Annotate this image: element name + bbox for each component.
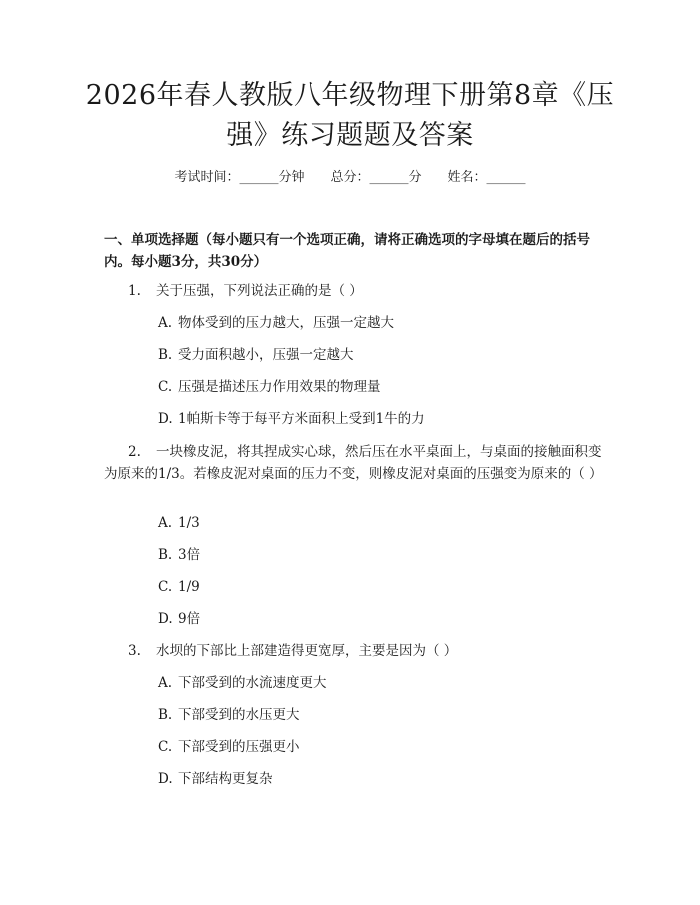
option-text: 下部受到的水流速度更大 bbox=[178, 675, 327, 691]
exam-meta bbox=[0, 169, 700, 187]
question-number: 3. bbox=[128, 643, 141, 659]
question-text: 关于压强，下列说法正确的是（ ） bbox=[156, 283, 363, 299]
question-text: 一块橡皮泥，将其捏成实心球，然后压在水平桌面上，与桌面的接触面积变为原来的1/3。若橡皮泥对桌面的压力不变，则橡皮泥对桌面的压强变为原来的（ ） bbox=[104, 444, 603, 482]
option-letter: A. bbox=[158, 675, 173, 691]
option-1c bbox=[158, 377, 381, 397]
question-number: 1. bbox=[128, 283, 141, 299]
option-text: 1帕斯卡等于每平方米面积上受到1牛的力 bbox=[178, 411, 425, 427]
option-1b bbox=[158, 345, 354, 365]
question-1 bbox=[104, 281, 602, 301]
exam-name: 姓名：______ bbox=[447, 170, 526, 185]
option-letter: D. bbox=[158, 771, 173, 787]
option-letter: B. bbox=[158, 347, 173, 363]
option-3c bbox=[158, 737, 300, 757]
option-text: 1/9 bbox=[178, 579, 200, 595]
option-1a bbox=[158, 313, 394, 333]
option-text: 受力面积越小，压强一定越大 bbox=[178, 347, 354, 363]
option-3b bbox=[158, 705, 300, 725]
option-letter: C. bbox=[158, 379, 173, 395]
option-text: 压强是描述压力作用效果的物理量 bbox=[178, 379, 381, 395]
option-letter: D. bbox=[158, 411, 173, 427]
option-text: 物体受到的压力越大，压强一定越大 bbox=[178, 315, 394, 331]
exam-time: 考试时间：______分钟 bbox=[174, 170, 305, 185]
option-letter: A. bbox=[158, 515, 173, 531]
option-letter: A. bbox=[158, 315, 173, 331]
option-2b bbox=[158, 545, 200, 565]
option-3d bbox=[158, 769, 273, 789]
question-3 bbox=[104, 641, 602, 661]
option-2d bbox=[158, 609, 200, 629]
document-title bbox=[60, 76, 640, 156]
question-number: 2. bbox=[128, 444, 141, 460]
option-text: 下部结构更复杂 bbox=[178, 771, 273, 787]
title-line-1: 2026年春人教版八年级物理下册第8章《压 bbox=[85, 80, 615, 111]
option-letter: B. bbox=[158, 707, 173, 723]
option-letter: C. bbox=[158, 579, 173, 595]
question-text: 水坝的下部比上部建造得更宽厚，主要是因为（ ） bbox=[156, 643, 458, 659]
section-header: 一、单项选择题（每小题只有一个选项正确，请将正确选项的字母填在题后的括号内。每小题3分，共30分） bbox=[104, 232, 590, 270]
option-letter: B. bbox=[158, 547, 173, 563]
option-1d bbox=[158, 409, 425, 429]
option-text: 9倍 bbox=[178, 611, 201, 627]
title-line-2: 强》练习题题及答案 bbox=[226, 120, 474, 151]
question-2 bbox=[104, 441, 602, 485]
exam-total-score: 总分：______分 bbox=[330, 170, 422, 185]
option-letter: C. bbox=[158, 739, 173, 755]
option-2a bbox=[158, 513, 200, 533]
option-letter: D. bbox=[158, 611, 173, 627]
option-text: 下部受到的压强更小 bbox=[178, 739, 300, 755]
option-2c bbox=[158, 577, 200, 597]
option-3a bbox=[158, 673, 327, 693]
option-text: 3倍 bbox=[178, 547, 201, 563]
option-text: 下部受到的水压更大 bbox=[178, 707, 300, 723]
option-text: 1/3 bbox=[178, 515, 200, 531]
